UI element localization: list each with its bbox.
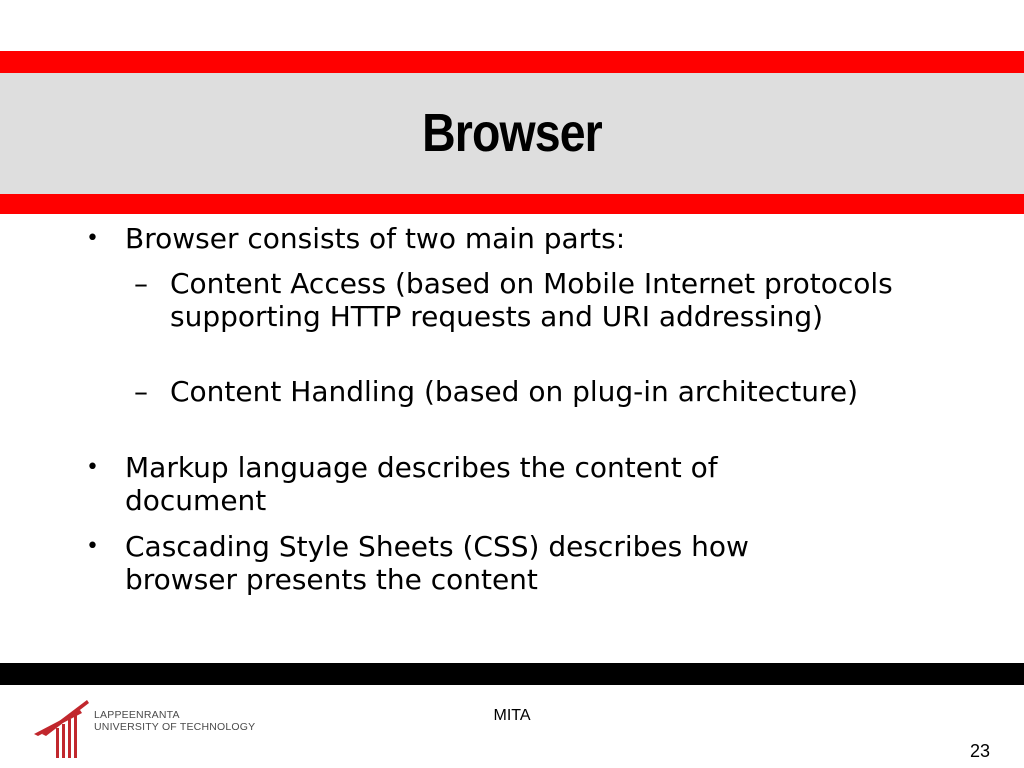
title-top-red-bar <box>0 51 1024 73</box>
sub-bullet-item: Content Access (based on Mobile Internet protocols supporting HTTP requests and URI addressing) <box>170 267 893 333</box>
bullet-item: Browser consists of two main parts: <box>125 222 626 255</box>
dash-marker: – <box>134 375 148 408</box>
bullet-marker: • <box>86 534 99 559</box>
dash-marker: – <box>134 267 148 300</box>
bullet-item: Cascading Style Sheets (CSS) describes how browser presents the content <box>125 530 749 596</box>
bullet-marker: • <box>86 455 99 480</box>
bullet-marker: • <box>86 226 99 251</box>
sub-bullet-item: Content Handling (based on plug-in architecture) <box>170 375 859 408</box>
university-emblem-icon <box>32 694 92 760</box>
footer-center-text: MITA <box>493 707 531 724</box>
footer-bar <box>0 663 1024 685</box>
slide-title: Browser <box>422 103 602 163</box>
bullet-item: Markup language describes the content of document <box>125 451 718 517</box>
logo-line-1: LAPPEENRANTA <box>94 709 180 721</box>
logo-line-2: UNIVERSITY OF TECHNOLOGY <box>94 721 256 733</box>
page-number: 23 <box>969 741 990 761</box>
university-logo <box>32 694 272 760</box>
title-bottom-red-bar <box>0 194 1024 214</box>
